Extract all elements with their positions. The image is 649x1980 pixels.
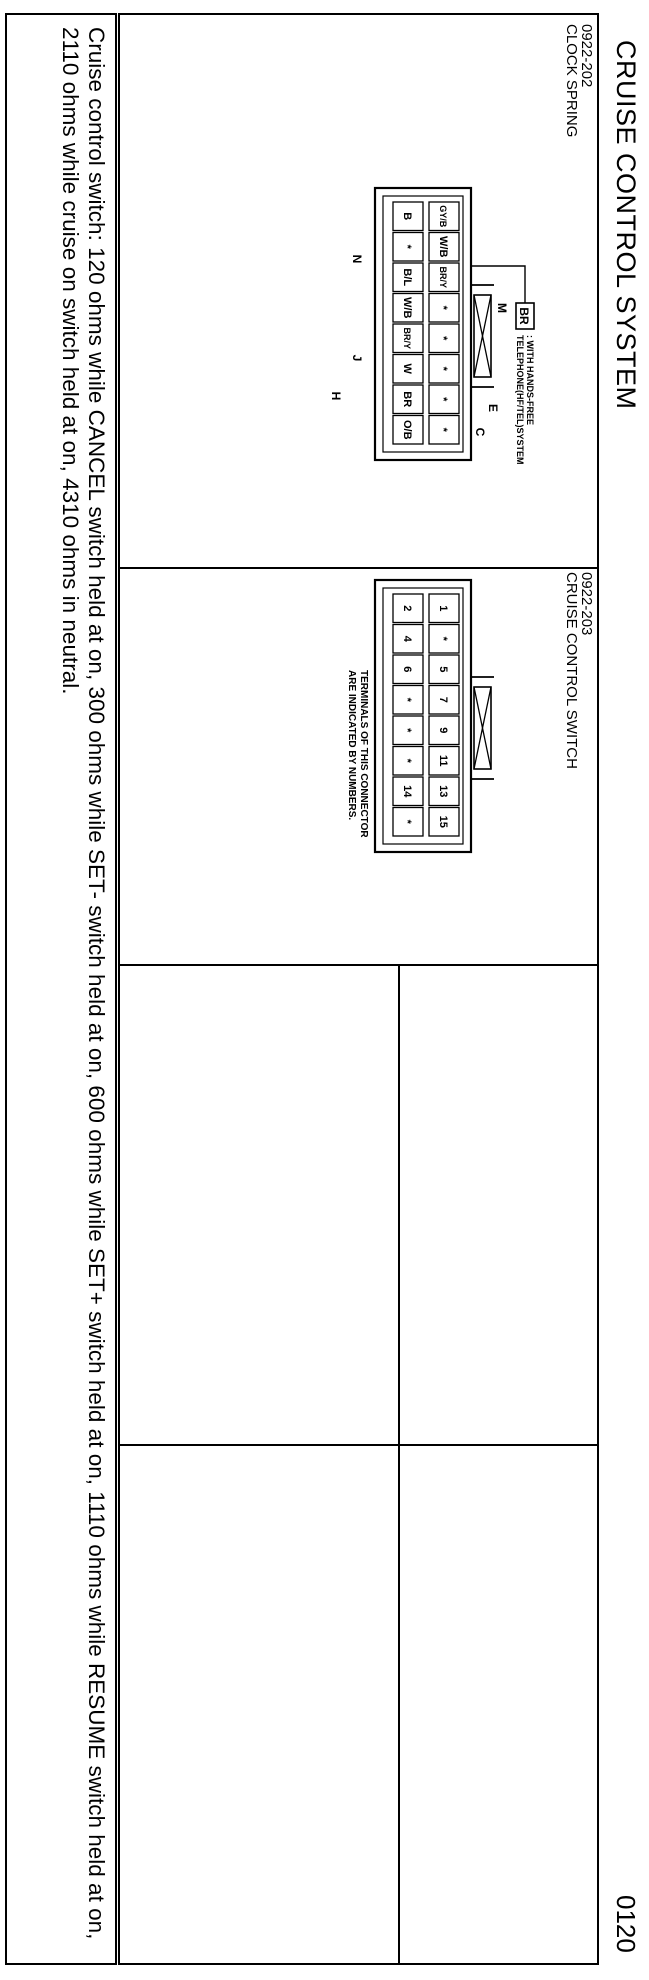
pin-label: 6 <box>401 666 413 673</box>
cell-divider <box>118 567 599 569</box>
connector-code: 0922-202 <box>578 24 595 88</box>
pin-label: 1 <box>437 605 449 612</box>
pin-label: * <box>401 819 413 824</box>
pin-label: BR/Y <box>438 266 448 289</box>
pin-label: * <box>401 244 413 249</box>
pin-label: 13 <box>437 785 449 798</box>
pin-label: 7 <box>437 696 449 703</box>
cruise-switch-connector <box>209 572 589 962</box>
connector-name: CLOCK SPRING <box>563 24 580 138</box>
pin-label: * <box>401 758 413 763</box>
pin-label: W/B <box>437 236 449 258</box>
pin-label: BR/Y <box>402 327 412 350</box>
pin-label: B <box>401 212 413 221</box>
cell-divider <box>118 1444 599 1446</box>
footnote-text: Cruise control switch: 120 ohms while CANCEL switch held at on, 300 ohms while SET- switch held at on, 600 ohms while SET+ switch held at on, 1110 ohms while RESUME switch held at on, 2110 ohms while cruise on switch held at on, 4310 ohms in neutral. <box>58 27 109 1940</box>
cavity-label-e: E <box>486 403 500 413</box>
cell-divider <box>118 964 599 966</box>
pin-label: * <box>401 728 413 733</box>
cavity-label-n: N <box>350 254 364 264</box>
pin-label: BR <box>401 391 413 408</box>
pin-label: 14 <box>401 785 413 798</box>
pin-label: 4 <box>401 635 413 642</box>
pin-label: 15 <box>437 815 449 828</box>
pin-label: W/B <box>401 297 413 319</box>
legend-text: : WITH HANDS-FREE <box>525 335 535 425</box>
pin-label: 9 <box>437 727 449 734</box>
pin-label: O/B <box>401 419 413 440</box>
pin-label: 2 <box>401 605 413 612</box>
clock-spring-connector <box>209 180 589 560</box>
connector-note: TERMINALS OF THIS CONNECTOR <box>358 670 369 838</box>
pin-label: W <box>401 363 413 374</box>
pin-label: 5 <box>437 666 449 673</box>
pin-label: * <box>437 366 449 371</box>
page-title: CRUISE CONTROL SYSTEM <box>611 40 641 410</box>
pin-label: * <box>437 305 449 310</box>
pin-label: B/L <box>401 268 413 287</box>
pin-label: 11 <box>437 754 449 767</box>
connector-name: CRUISE CONTROL SWITCH <box>563 572 580 769</box>
footnote-box <box>5 13 117 1965</box>
pin-label: * <box>437 336 449 341</box>
pin-label: * <box>401 697 413 702</box>
legend-text: TELEPHONE(HF/TEL)SYSTEM <box>515 335 525 465</box>
pin-label: GY/B <box>438 205 448 228</box>
cavity-label-j: J <box>350 354 364 362</box>
connector-note: ARE INDICATED BY NUMBERS. <box>346 670 357 821</box>
pin-label: * <box>437 636 449 641</box>
page-number: 0120 <box>611 1895 641 1953</box>
cavity-label-m: M <box>495 303 509 313</box>
cell-divider <box>398 964 400 1964</box>
cavity-label-c: C <box>473 427 487 437</box>
pin-label: * <box>437 397 449 402</box>
cavity-label-h: H <box>329 391 343 401</box>
legend-code: BR <box>517 307 531 325</box>
connector-code: 0922-203 <box>578 572 595 636</box>
pin-label: * <box>437 427 449 432</box>
